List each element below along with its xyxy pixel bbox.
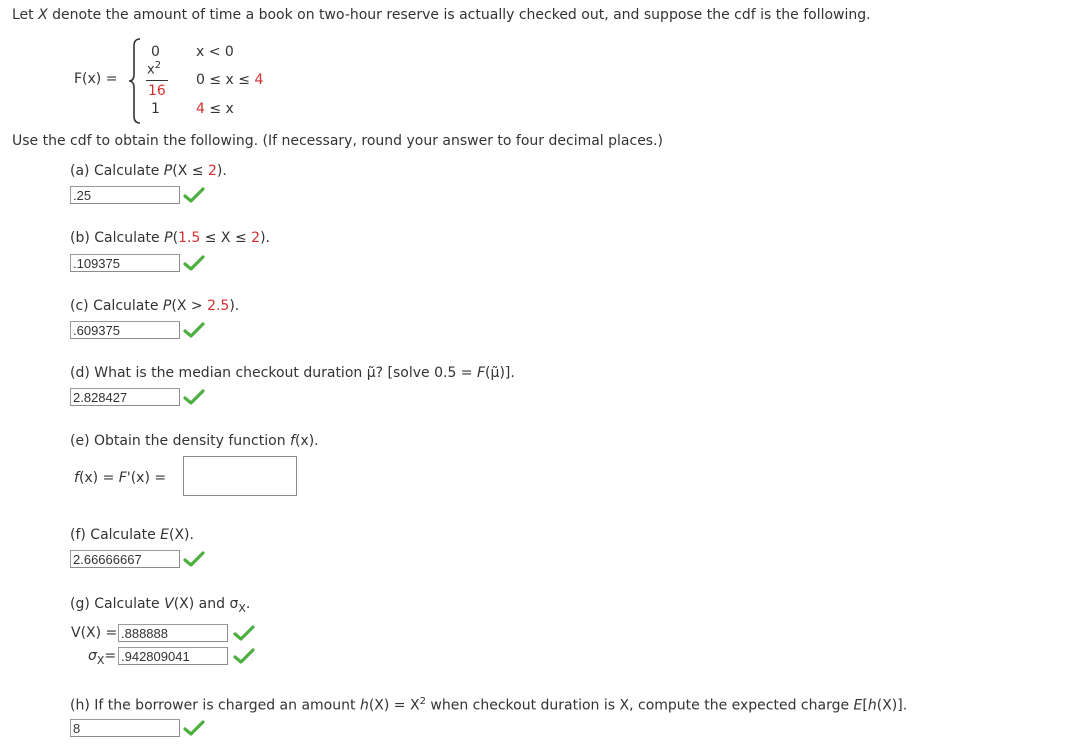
question-d: (d) What is the median checkout duration μ̃? [solve 0.5 = F(μ̃)].	[70, 365, 515, 381]
question-b: (b) Calculate P(1.5 ≤ X ≤ 2).	[70, 230, 270, 246]
instructions: Use the cdf to obtain the following. (If necessary, round your answer to four decimal places.)	[12, 133, 664, 149]
case3-condition: 4 ≤ x	[196, 101, 234, 117]
brace-icon	[128, 38, 142, 124]
case1-condition: x < 0	[196, 44, 234, 60]
case3-value: 1	[151, 101, 160, 117]
check-icon	[183, 389, 205, 405]
density-input[interactable]	[183, 456, 297, 496]
density-label: f(x) = F'(x) =	[74, 470, 167, 486]
check-icon	[233, 625, 255, 641]
variance-label: V(X) =	[71, 625, 118, 641]
question-a: (a) Calculate P(X ≤ 2).	[70, 163, 227, 179]
answer-c-input[interactable]: .609375	[70, 321, 180, 339]
sigma-label: $\sigma_X=$	[88, 648, 117, 667]
check-icon	[183, 551, 205, 567]
answer-b-input[interactable]: .109375	[70, 254, 180, 272]
case2-condition: 0 ≤ x ≤ 4	[196, 72, 264, 88]
cdf-lhs: F(x) =	[74, 71, 118, 87]
question-c: (c) Calculate P(X > 2.5).	[70, 298, 240, 314]
question-h: (h) If the borrower is charged an amount $h(X) = X^2$ when checkout duration is X, compute the expected charge E[h(X)].	[70, 696, 908, 714]
check-icon	[183, 187, 205, 203]
check-icon	[183, 322, 205, 338]
answer-d-input[interactable]: 2.828427	[70, 388, 180, 406]
answer-f-input[interactable]: 2.66666667	[70, 550, 180, 568]
fraction-bar	[146, 80, 168, 81]
answer-h-input[interactable]: 8	[70, 719, 180, 737]
question-e: (e) Obtain the density function f(x).	[70, 433, 319, 449]
problem-statement: Let X denote the amount of time a book on two-hour reserve is actually checked out, and suppose the cdf is the following.	[12, 7, 871, 23]
fraction-numerator: $x^2$	[147, 60, 162, 78]
check-icon	[183, 720, 205, 736]
variance-input[interactable]: .888888	[118, 624, 228, 642]
sigma-input[interactable]: .942809041	[118, 647, 228, 665]
check-icon	[183, 255, 205, 271]
question-g: (g) Calculate V(X) and $\sigma_X$.	[70, 596, 251, 615]
check-icon	[233, 648, 255, 664]
question-f: (f) Calculate E(X).	[70, 527, 194, 543]
fraction-denominator: 16	[148, 83, 166, 99]
answer-a-input[interactable]: .25	[70, 186, 180, 204]
case1-value: 0	[151, 44, 160, 60]
